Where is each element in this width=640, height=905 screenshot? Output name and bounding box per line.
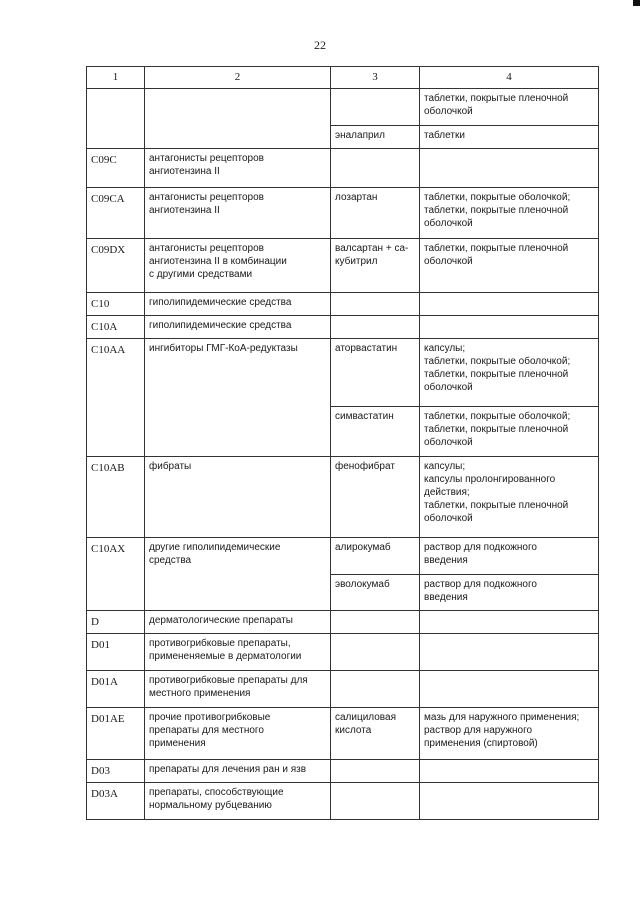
table-row — [87, 457, 599, 538]
dosage-form — [420, 783, 599, 820]
atc-code: C10 — [87, 293, 145, 316]
drug-name — [331, 293, 420, 316]
table-row — [87, 239, 599, 293]
drug-name: валсартан + са- кубитрил — [331, 239, 420, 293]
group-name — [145, 89, 331, 149]
group-name: ингибиторы ГМГ-КоА-редуктазы — [145, 339, 331, 457]
dosage-form — [420, 634, 599, 671]
table-row — [87, 89, 599, 126]
group-name: гиполипидемические средства — [145, 316, 331, 339]
table-row — [87, 316, 599, 339]
corner-mark — [633, 0, 640, 6]
atc-code: D — [87, 611, 145, 634]
drug-name — [331, 316, 420, 339]
table-row — [87, 188, 599, 239]
drug-name — [331, 671, 420, 708]
dosage-form: мазь для наружного применения; раствор для наружного применения (спиртовой) — [420, 708, 599, 760]
group-name: противогрибковые препараты, примененяемые в дерматологии — [145, 634, 331, 671]
group-name: гиполипидемические средства — [145, 293, 331, 316]
dosage-form — [420, 611, 599, 634]
drug-name — [331, 760, 420, 783]
drug-name: эналаприл — [331, 126, 420, 149]
table-row — [87, 760, 599, 783]
drug-name: симвастатин — [331, 407, 420, 457]
atc-code: C09DX — [87, 239, 145, 293]
dosage-form: таблетки, покрытые оболочкой; таблетки, покрытые пленочной оболочкой — [420, 407, 599, 457]
dosage-form: раствор для подкожного введения — [420, 538, 599, 575]
table-row — [87, 538, 599, 575]
dosage-form — [420, 316, 599, 339]
header-row — [87, 67, 599, 89]
dosage-form: таблетки — [420, 126, 599, 149]
table-row — [87, 671, 599, 708]
table-row — [87, 783, 599, 820]
group-name: препараты, способствующие нормальному рубцеванию — [145, 783, 331, 820]
atc-code: C10AX — [87, 538, 145, 611]
drug-name — [331, 149, 420, 188]
atc-code: D03 — [87, 760, 145, 783]
dosage-form: таблетки, покрытые пленочной оболочкой — [420, 89, 599, 126]
table-row — [87, 611, 599, 634]
group-name: антагонисты рецепторов ангиотензина II — [145, 149, 331, 188]
atc-code: D03A — [87, 783, 145, 820]
drug-name — [331, 89, 420, 126]
table-row — [87, 149, 599, 188]
atc-code: C10AA — [87, 339, 145, 457]
table-row — [87, 293, 599, 316]
drug-name: салициловая кислота — [331, 708, 420, 760]
group-name: антагонисты рецепторов ангиотензина II — [145, 188, 331, 239]
dosage-form: капсулы; таблетки, покрытые оболочкой; таблетки, покрытые пленочной оболочкой — [420, 339, 599, 407]
atc-code: D01AE — [87, 708, 145, 760]
group-name: фибраты — [145, 457, 331, 538]
dosage-form — [420, 760, 599, 783]
dosage-form — [420, 671, 599, 708]
page-number: 22 — [314, 38, 326, 52]
dosage-form — [420, 149, 599, 188]
drug-name: алирокумаб — [331, 538, 420, 575]
dosage-form: таблетки, покрытые пленочной оболочкой — [420, 239, 599, 293]
group-name: другие гиполипидемические средства — [145, 538, 331, 611]
atc-code: C09CA — [87, 188, 145, 239]
group-name: дерматологические препараты — [145, 611, 331, 634]
drug-name: аторвастатин — [331, 339, 420, 407]
dosage-form: раствор для подкожного введения — [420, 575, 599, 611]
group-name: препараты для лечения ран и язв — [145, 760, 331, 783]
table-row — [87, 708, 599, 760]
dosage-form: капсулы; капсулы пролонгированного действия; таблетки, покрытые пленочной оболочкой — [420, 457, 599, 538]
group-name: антагонисты рецепторов ангиотензина II в комбинации с другими средствами — [145, 239, 331, 293]
drug-name — [331, 634, 420, 671]
header-col-2: 2 — [145, 67, 331, 89]
group-name: прочие противогрибковые препараты для местного применения — [145, 708, 331, 760]
drug-name: лозартан — [331, 188, 420, 239]
drug-table — [86, 66, 599, 820]
header-col-4: 4 — [420, 67, 599, 89]
dosage-form: таблетки, покрытые оболочкой; таблетки, покрытые пленочной оболочкой — [420, 188, 599, 239]
table-row — [87, 339, 599, 407]
table-row — [87, 634, 599, 671]
drug-name: фенофибрат — [331, 457, 420, 538]
atc-code: D01 — [87, 634, 145, 671]
atc-code: C09C — [87, 149, 145, 188]
drug-name — [331, 611, 420, 634]
header-col-1: 1 — [87, 67, 145, 89]
atc-code: C10AB — [87, 457, 145, 538]
group-name: противогрибковые препараты для местного применения — [145, 671, 331, 708]
atc-code — [87, 89, 145, 149]
dosage-form — [420, 293, 599, 316]
drug-name: эволокумаб — [331, 575, 420, 611]
atc-code: C10A — [87, 316, 145, 339]
drug-name — [331, 783, 420, 820]
header-col-3: 3 — [331, 67, 420, 89]
atc-code: D01A — [87, 671, 145, 708]
